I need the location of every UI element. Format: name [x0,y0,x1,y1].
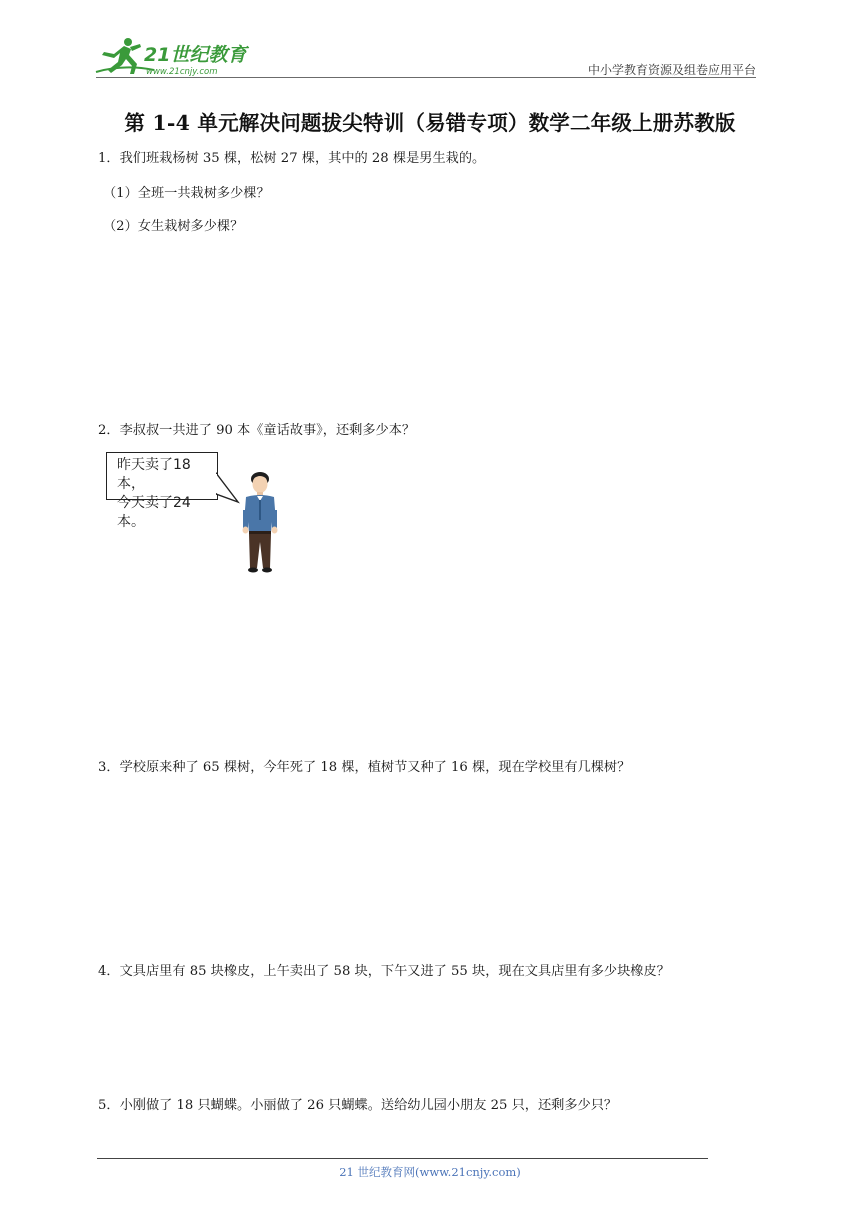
header-platform-text: 中小学教育资源及组卷应用平台 [587,63,756,77]
site-logo [94,34,264,78]
question-2-illustration [106,452,296,577]
speech-line-2: 今天卖了24本。 [117,495,191,530]
footer-divider [97,1158,708,1159]
footer-link[interactable]: 21 世纪教育网(www.21cnjy.com) [339,1165,521,1179]
question-4: 4．文具店里有 85 块橡皮，上午卖出了 58 块，下午又进了 55 块，现在文具店里有多少块橡皮？ [98,964,670,979]
speech-line-1: 昨天卖了18本， [117,457,191,492]
question-1-part-2: （2）女生栽树多少棵？ [103,219,244,234]
question-3: 3．学校原来种了 65 棵树，今年死了 18 棵，植树节又种了 16 棵，现在学校里有几棵树？ [98,760,631,775]
question-1: 1．我们班栽杨树 35 棵，松树 27 棵，其中的 28 棵是男生栽的。 [98,151,486,166]
question-5: 5．小刚做了 18 只蝴蝶。小丽做了 26 只蝴蝶。送给幼儿园小朋友 25 只，还剩多少只？ [98,1098,618,1113]
man-figure-icon [238,470,282,574]
page-title: 第 1-4 单元解决问题拔尖特训（易错专项）数学二年级上册苏教版 [124,111,736,135]
header-divider [96,77,756,78]
question-2: 2．李叔叔一共进了 90 本《童话故事》，还剩多少本？ [98,423,416,438]
speech-bubble [106,452,218,530]
question-1-part-1: （1）全班一共栽树多少棵？ [103,186,270,201]
logo-url: www.21cnjy.com [146,67,218,77]
logo-text: 21世纪教育 [144,44,247,66]
